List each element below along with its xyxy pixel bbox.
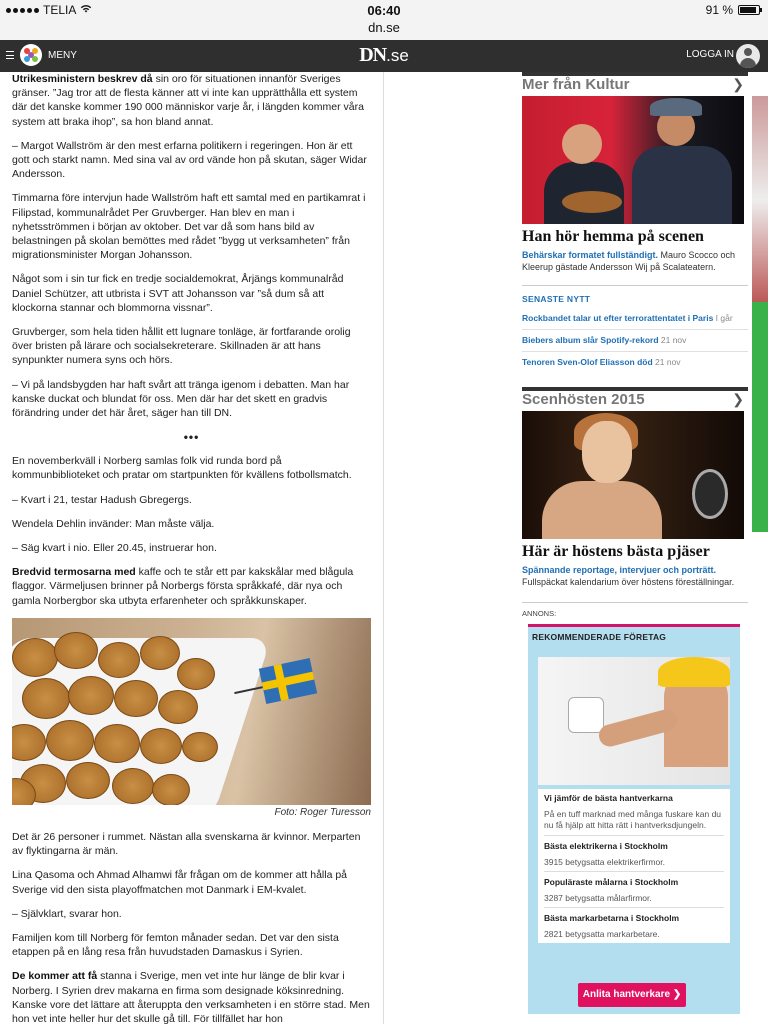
paragraph: [12, 72, 371, 129]
cookie: [140, 728, 182, 764]
ad-row-title: Bästa elektrikerna i Stockholm: [544, 841, 668, 851]
menu-label: MENY: [48, 49, 77, 61]
cookie: [98, 642, 140, 678]
scen-promo-text: [522, 564, 748, 588]
list-item[interactable]: [544, 872, 724, 908]
cookie: [158, 690, 198, 724]
paragraph: – Vi på landsbygden har haft svårt att tränga igenom i debatten. Man har kanske duckat och blundat för oss. Men där har det skett en gradvis förändring under det här året, säger han till DN.: [12, 378, 350, 420]
dn-logo[interactable]: [0, 44, 768, 67]
paragraph: En novemberkväll i Norberg samlas folk vid runda bord på kommunbiblioteket och pratar om startpunkten för kvällens fotbollsmatch.: [12, 455, 352, 482]
ad-row-sub: 2821 betygsatta markarbetare.: [544, 929, 660, 939]
cookie: [54, 632, 98, 669]
ad-row-sub: 3287 betygsatta målarfirmor.: [544, 893, 652, 903]
paragraph-lead: Utrikesministern beskrev då: [12, 73, 153, 85]
kultur-promo-image[interactable]: [522, 96, 744, 224]
kultur-heading: Mer från Kultur: [522, 76, 630, 93]
news-link[interactable]: Biebers album slår Spotify-rekord: [522, 335, 659, 345]
news-time: 21 nov: [658, 335, 687, 345]
paragraph-text: sin oro för situationen innanför Sveriges gränser. ”Jag tror att de flesta känner att vi inte kan upprätthålla ett system där det kanske kommer 190 000 människor varje år, i längden kommer våra system att braka ihop”, sa hon bland annat.: [12, 73, 364, 128]
list-item[interactable]: [544, 836, 724, 872]
list-item: [522, 357, 748, 373]
ad-box[interactable]: [528, 624, 740, 1014]
cookie: [12, 724, 46, 761]
chevron-right-icon[interactable]: ❯: [732, 76, 744, 92]
ios-status-bar: [0, 0, 768, 40]
paragraph-text: kaffe och te står ett par kakskålar med blågula flaggor. Värmeljusen brinner på Norbergs första språkkafé, där nya och gamla Norbergbor ska utbyta erfarenheter och språkkunskaper.: [12, 566, 354, 607]
cookie: [22, 678, 70, 719]
paragraph: [12, 969, 371, 1024]
paragraph-lead: De kommer att få: [12, 970, 98, 983]
cookie: [46, 720, 94, 761]
paragraph: – Säg kvart i nio. Eller 20.45, instruerar hon.: [12, 542, 217, 555]
kultur-section-header[interactable]: [522, 72, 748, 92]
cookie: [114, 680, 158, 717]
sidebar: [522, 72, 748, 1014]
senaste-heading: SENASTE NYTT: [522, 294, 591, 304]
cookie: [68, 676, 114, 715]
paragraph: Timmarna före intervjun hade Wallström haft ett samtal med en partikamrat i Filipstad, kommunalrådet Per Gruvberger. Han blev en man i nyhetsströmmen i början av oktober. Det var då som hans bild av belastningen på skolan bemöttes med rådet ”bygg ut verksamheten” från migrationsminister Morgan Johansson.: [12, 192, 366, 262]
news-link[interactable]: Tenoren Sven-Olof Eliasson död: [522, 357, 653, 367]
paragraph-text: stanna i Sverige, men vet inte hur länge de blir kvar i Norberg. I Syrien drev makarna en firma som designade köksinredning. Kanske vore det lättare att återuppta den verksamheten i en större stad. Men hon vet inte heller hur det skulle gå till. För tillfället har hon: [12, 970, 370, 1024]
scen-promo-title[interactable]: Här är höstens bästa pjäser: [522, 543, 710, 560]
paragraph: Det är 26 personer i rummet. Nästan alla svenskarna är kvinnor. Merparten av flyktingarna är män.: [12, 830, 361, 858]
cookie: [66, 762, 110, 799]
scen-section-header[interactable]: [522, 387, 748, 407]
cookies: [12, 628, 242, 805]
ad-list: [538, 789, 730, 943]
cookie: [152, 774, 190, 805]
chevron-right-icon[interactable]: ❯: [732, 391, 744, 407]
senaste-nytt: [522, 285, 748, 373]
list-item: [522, 335, 748, 352]
ad-label: ANNONS:: [522, 602, 748, 618]
news-time: 21 nov: [652, 357, 681, 367]
cookie: [177, 658, 215, 690]
ad-heading: REKOMMENDERADE FÖRETAG: [532, 632, 667, 642]
cookie: [12, 638, 58, 677]
next-column-edge: [752, 72, 768, 1024]
ad-row-title: Populäraste målarna i Stockholm: [544, 877, 679, 887]
cookie: [94, 724, 140, 763]
site-header: [0, 40, 768, 72]
paragraph: – Kvart i 21, testar Hadush Gbregergs.: [12, 493, 192, 506]
ad-image[interactable]: [538, 657, 730, 785]
logo-main: DN: [359, 44, 387, 66]
section-separator: •••: [183, 430, 200, 445]
kultur-promo-title[interactable]: Han hör hemma på scenen: [522, 228, 704, 245]
scen-line2: Fullspäckat kalendarium över höstens föreställningar.: [522, 577, 735, 587]
cookie: [112, 768, 154, 804]
paragraph: [12, 565, 371, 608]
scen-promo-image[interactable]: [522, 411, 744, 539]
carrier-label: TELIA: [43, 3, 77, 17]
clock: 06:40: [367, 3, 401, 18]
kultur-desc: Mauro Scocco och Kleerup gästade Andersson Wij på Scalateatern.: [522, 250, 736, 272]
ad-row-sub: 3915 betygsatta elektrikerfirmor.: [544, 857, 665, 867]
kultur-promo-text: [522, 249, 748, 273]
user-avatar-icon[interactable]: [736, 44, 760, 68]
ad-lead: Vi jämför de bästa hantverkarna: [544, 793, 673, 803]
ad-row-title: Bästa markarbetarna i Stockholm: [544, 913, 680, 923]
paragraph-lead: Bredvid termosarna med: [12, 566, 136, 579]
paragraph: Familjen kom till Norberg för femton månader sedan. Det var den sista etappen på en lång resa från huvudstaden Damaskus i Syrien.: [12, 931, 339, 959]
news-time: I går: [713, 313, 733, 323]
paragraph: Gruvberger, som hela tiden hållit ett lugnare tonläge, är fortfarande orolig över bristen på lärare och socialsekreterare. Skillnaden är att hans synpunkter numera syns och hörs.: [12, 326, 351, 367]
list-item: [522, 313, 748, 330]
scen-line1: Spännande reportage, intervjuer och porträtt.: [522, 565, 717, 575]
paragraph: Lina Qasoma och Ahmad Alhamwi får frågan om de kommer att hålla på Sverige vid den sista playoffmatchen mot Danmark i EM-kvalet.: [12, 869, 348, 896]
kultur-lead: Behärskar formatet fullständigt.: [522, 250, 659, 260]
article-photo[interactable]: [12, 618, 371, 805]
ad-desc: På en tuff marknad med många fuskare kan du nu få hjälp att hitta rätt i hantverksdjungeln.: [544, 809, 724, 836]
paragraph: Något som i sin tur fick en tredje socialdemokrat, Årjängs kommunalråd Daniel Schützer, att utbrista i SVT att Johansson var ”så dum så att klockorna stannar och blommorna vissnar”.: [12, 273, 344, 314]
article-body: [0, 72, 384, 1024]
scen-heading: Scenhösten 2015: [522, 391, 645, 408]
news-link[interactable]: Rockbandet talar ut efter terrorattentatet i Paris: [522, 313, 714, 323]
battery-icon: [738, 5, 760, 15]
logo-suffix: .se: [386, 46, 409, 65]
login-link[interactable]: LOGGA IN: [686, 49, 734, 60]
status-right: [706, 3, 760, 17]
photo-caption: Foto: Roger Turesson: [274, 806, 371, 818]
address-bar[interactable]: dn.se: [368, 20, 400, 35]
list-item[interactable]: [544, 908, 724, 943]
paragraph: – Margot Wallström är den mest erfarna politikern i regeringen. Hon är ett gott och starkt namn. Med sina val av ord vände hon på skutan, säger Widar Andersson.: [12, 139, 367, 181]
cookie: [182, 732, 218, 763]
paragraph: Wendela Dehlin invänder: Man måste välja.: [12, 517, 215, 530]
paragraph: – Självklart, svarar hon.: [12, 907, 122, 920]
hire-craftsman-button[interactable]: Anlita hantverkare ❯: [578, 983, 686, 1007]
cookie: [140, 636, 180, 670]
battery-percent: 91 %: [705, 3, 733, 17]
